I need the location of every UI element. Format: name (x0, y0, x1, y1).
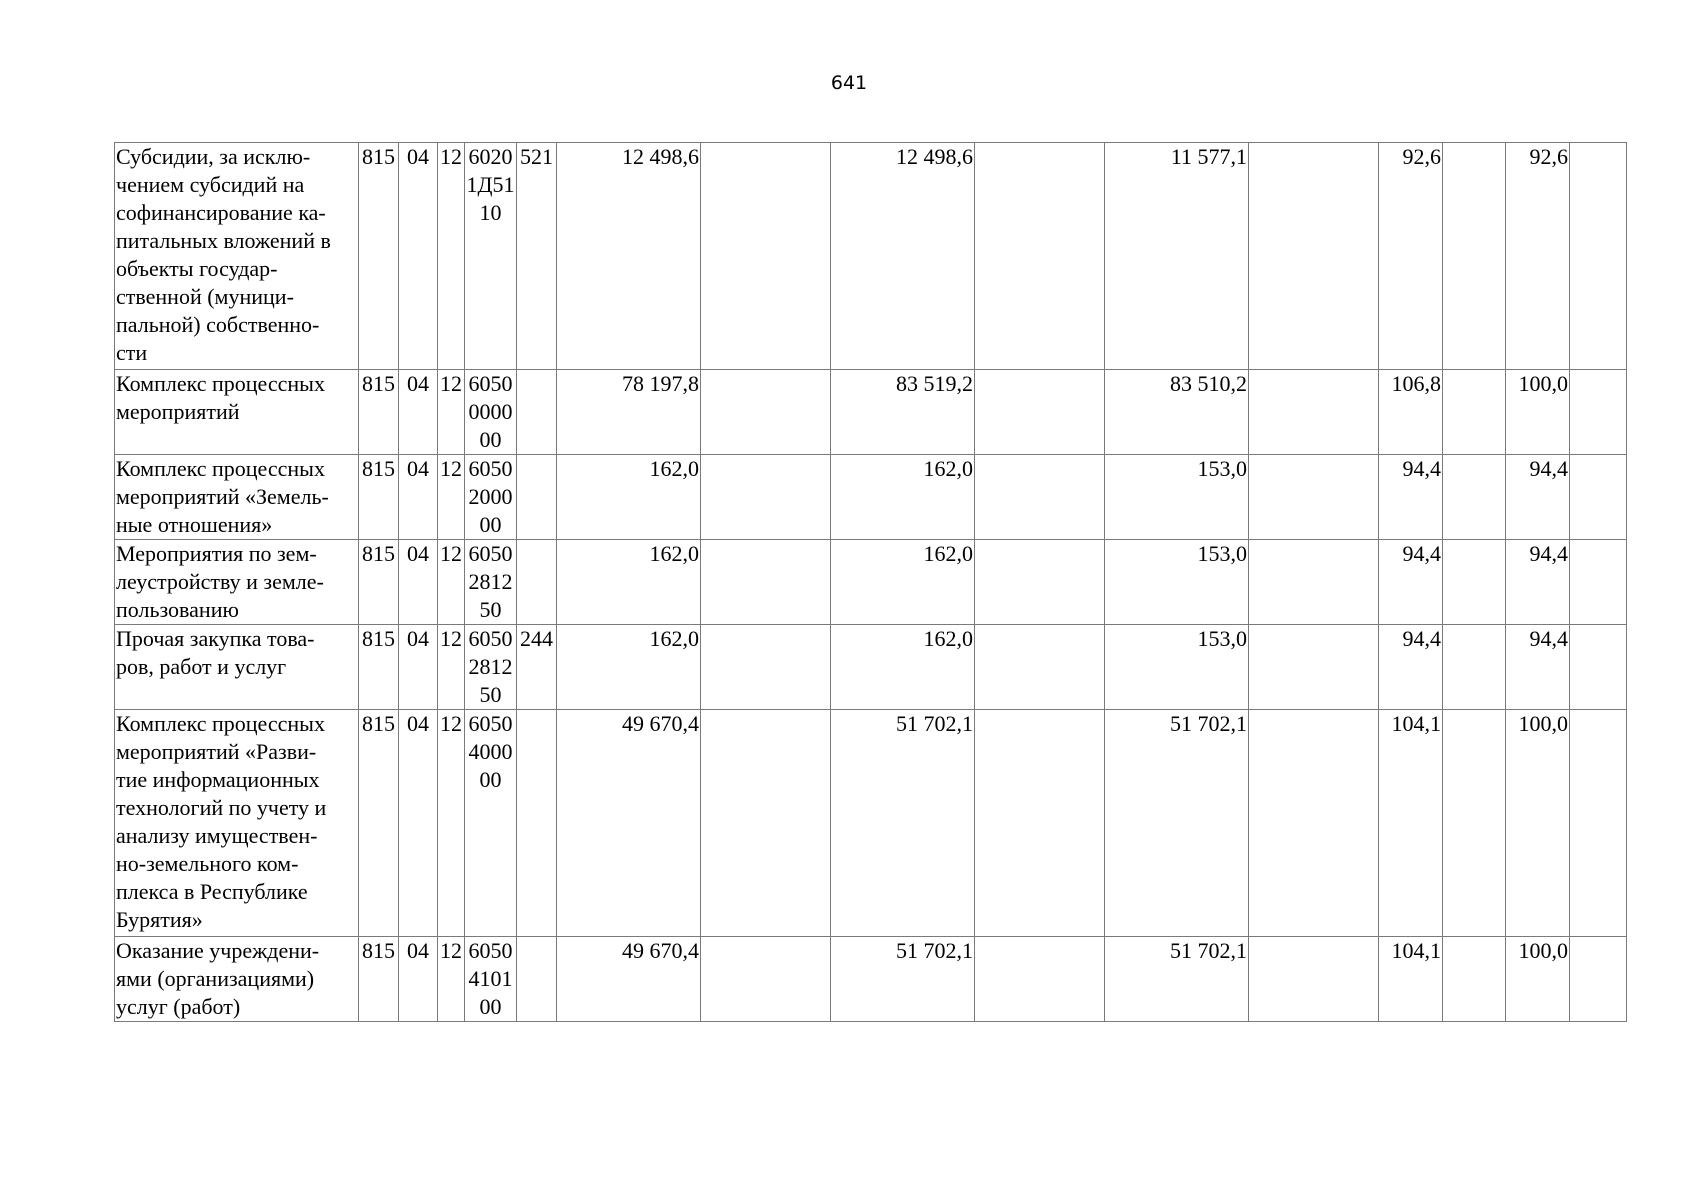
refined-amount-cell: 162,0 (831, 625, 975, 710)
refined-amount-cell: 83 519,2 (831, 370, 975, 455)
percent-refined-cell: 94,4 (1506, 455, 1570, 540)
empty-cell (1443, 937, 1506, 1022)
empty-cell (701, 540, 831, 625)
section-code-cell: 04 (399, 937, 438, 1022)
table-row (115, 540, 1627, 625)
approved-amount-cell: 162,0 (557, 455, 701, 540)
subsection-code-cell: 12 (438, 370, 465, 455)
table-row (115, 455, 1627, 540)
empty-cell (1443, 540, 1506, 625)
expense-type-cell (517, 710, 557, 937)
empty-cell (1570, 625, 1627, 710)
empty-cell (975, 540, 1105, 625)
section-code-cell: 04 (399, 625, 438, 710)
subsection-code-cell: 12 (438, 143, 465, 370)
target-article-cell: 6050410100 (465, 937, 517, 1022)
row-name-cell: Комплекс процессных мероприятий «Разви- тие информационных технологий по учету и анализу имуществен- но-земельного ком- плекса в Республике Бурятия» (115, 710, 359, 937)
empty-cell (1443, 625, 1506, 710)
target-article-cell: 6050281250 (465, 625, 517, 710)
subsection-code-cell: 12 (438, 625, 465, 710)
percent-approved-cell: 92,6 (1379, 143, 1443, 370)
empty-cell (701, 455, 831, 540)
percent-approved-cell: 94,4 (1379, 540, 1443, 625)
empty-cell (1249, 710, 1379, 937)
approved-amount-cell: 49 670,4 (557, 937, 701, 1022)
expense-type-cell (517, 370, 557, 455)
approved-amount-cell: 12 498,6 (557, 143, 701, 370)
executed-amount-cell: 153,0 (1105, 625, 1249, 710)
percent-refined-cell: 100,0 (1506, 937, 1570, 1022)
section-code-cell: 04 (399, 143, 438, 370)
approved-amount-cell: 162,0 (557, 540, 701, 625)
section-code-cell: 04 (399, 540, 438, 625)
table-row (115, 710, 1627, 937)
executed-amount-cell: 11 577,1 (1105, 143, 1249, 370)
section-code-cell: 04 (399, 710, 438, 937)
empty-cell (975, 937, 1105, 1022)
empty-cell (1570, 455, 1627, 540)
grbs-code-cell: 815 (359, 710, 399, 937)
empty-cell (701, 937, 831, 1022)
empty-cell (1570, 937, 1627, 1022)
empty-cell (975, 370, 1105, 455)
expense-type-cell (517, 455, 557, 540)
percent-approved-cell: 106,8 (1379, 370, 1443, 455)
refined-amount-cell: 51 702,1 (831, 937, 975, 1022)
table-row (115, 625, 1627, 710)
empty-cell (975, 455, 1105, 540)
empty-cell (701, 143, 831, 370)
table-row (115, 143, 1627, 370)
subsection-code-cell: 12 (438, 455, 465, 540)
target-article-cell: 6050000000 (465, 370, 517, 455)
grbs-code-cell: 815 (359, 540, 399, 625)
percent-approved-cell: 104,1 (1379, 937, 1443, 1022)
budget-table (114, 142, 1627, 1022)
empty-cell (1570, 143, 1627, 370)
empty-cell (1570, 370, 1627, 455)
section-code-cell: 04 (399, 455, 438, 540)
empty-cell (1443, 370, 1506, 455)
grbs-code-cell: 815 (359, 625, 399, 710)
executed-amount-cell: 153,0 (1105, 540, 1249, 625)
refined-amount-cell: 12 498,6 (831, 143, 975, 370)
row-name-cell: Прочая закупка това- ров, работ и услуг (115, 625, 359, 710)
refined-amount-cell: 162,0 (831, 455, 975, 540)
approved-amount-cell: 49 670,4 (557, 710, 701, 937)
empty-cell (1249, 370, 1379, 455)
row-name-cell: Субсидии, за исклю- чением субсидий на софинансирование ка- питальных вложений в объекты государ- ственной (муници- пальной) собственно- сти (115, 143, 359, 370)
grbs-code-cell: 815 (359, 937, 399, 1022)
row-name-cell: Комплекс процессных мероприятий (115, 370, 359, 455)
executed-amount-cell: 51 702,1 (1105, 710, 1249, 937)
expense-type-cell (517, 937, 557, 1022)
grbs-code-cell: 815 (359, 455, 399, 540)
percent-approved-cell: 94,4 (1379, 625, 1443, 710)
empty-cell (975, 710, 1105, 937)
section-code-cell: 04 (399, 370, 438, 455)
row-name-cell: Комплекс процессных мероприятий «Земель- ные отношения» (115, 455, 359, 540)
grbs-code-cell: 815 (359, 143, 399, 370)
percent-refined-cell: 92,6 (1506, 143, 1570, 370)
expense-type-cell: 244 (517, 625, 557, 710)
empty-cell (701, 710, 831, 937)
executed-amount-cell: 153,0 (1105, 455, 1249, 540)
subsection-code-cell: 12 (438, 710, 465, 937)
percent-refined-cell: 94,4 (1506, 540, 1570, 625)
grbs-code-cell: 815 (359, 370, 399, 455)
refined-amount-cell: 51 702,1 (831, 710, 975, 937)
approved-amount-cell: 162,0 (557, 625, 701, 710)
target-article-cell: 6050400000 (465, 710, 517, 937)
target-article-cell: 6050200000 (465, 455, 517, 540)
empty-cell (701, 370, 831, 455)
approved-amount-cell: 78 197,8 (557, 370, 701, 455)
row-name-cell: Мероприятия по зем- леустройству и земле- пользованию (115, 540, 359, 625)
empty-cell (1570, 710, 1627, 937)
empty-cell (1249, 937, 1379, 1022)
percent-refined-cell: 100,0 (1506, 710, 1570, 937)
subsection-code-cell: 12 (438, 937, 465, 1022)
expense-type-cell (517, 540, 557, 625)
executed-amount-cell: 51 702,1 (1105, 937, 1249, 1022)
empty-cell (701, 625, 831, 710)
empty-cell (1249, 455, 1379, 540)
target-article-cell: 6050281250 (465, 540, 517, 625)
empty-cell (1443, 143, 1506, 370)
empty-cell (1249, 540, 1379, 625)
row-name-cell: Оказание учреждени- ями (организациями) услуг (работ) (115, 937, 359, 1022)
empty-cell (975, 625, 1105, 710)
table-row (115, 370, 1627, 455)
percent-approved-cell: 104,1 (1379, 710, 1443, 937)
percent-refined-cell: 100,0 (1506, 370, 1570, 455)
expense-type-cell: 521 (517, 143, 557, 370)
empty-cell (1570, 540, 1627, 625)
table-row (115, 937, 1627, 1022)
refined-amount-cell: 162,0 (831, 540, 975, 625)
empty-cell (1443, 455, 1506, 540)
empty-cell (975, 143, 1105, 370)
subsection-code-cell: 12 (438, 540, 465, 625)
executed-amount-cell: 83 510,2 (1105, 370, 1249, 455)
target-article-cell: 60201Д5110 (465, 143, 517, 370)
empty-cell (1443, 710, 1506, 937)
empty-cell (1249, 143, 1379, 370)
empty-cell (1249, 625, 1379, 710)
percent-approved-cell: 94,4 (1379, 455, 1443, 540)
page-number: 641 (830, 72, 868, 94)
percent-refined-cell: 94,4 (1506, 625, 1570, 710)
